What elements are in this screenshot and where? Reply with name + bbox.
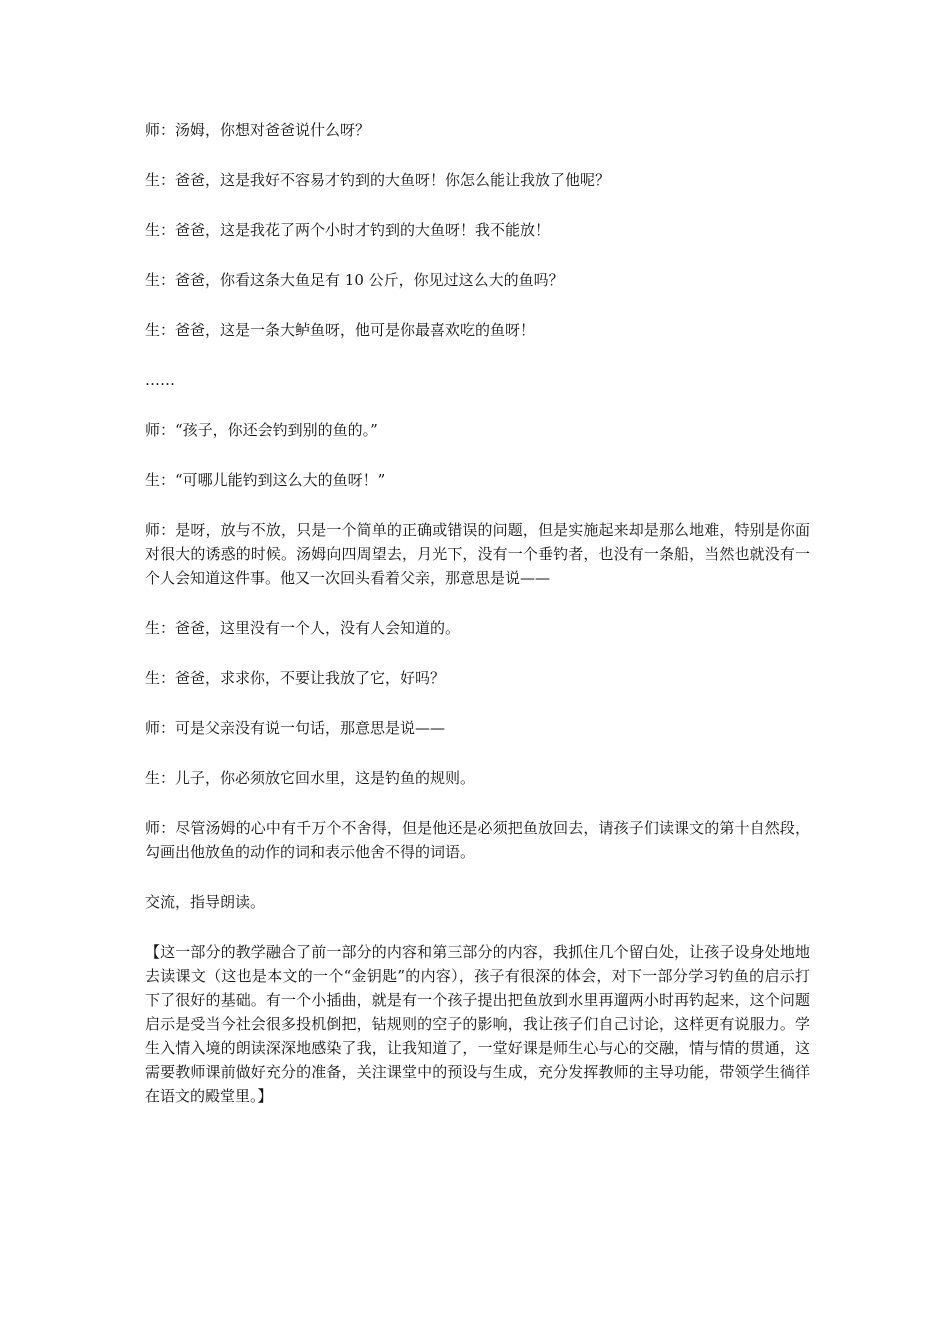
document-page [145,118,810,1134]
paragraph-student-reply-7: 生：儿子，你必须放它回水里，这是钓鱼的规则。 [145,769,476,787]
paragraph-exchange: 交流，指导朗读。 [145,893,266,911]
paragraph-student-reply-4: 生：爸爸，这是一条大鲈鱼呀，他可是你最喜欢吃的鱼呀！ [145,321,536,339]
paragraph-student-reply-5: 生：爸爸，这里没有一个人，没有人会知道的。 [145,619,461,637]
paragraph-student-reply-3: 生：爸爸，你看这条大鱼足有 10 公斤，你见过这么大的鱼吗？ [145,271,564,289]
paragraph-teacher-quote: 师：“孩子，你还会钓到别的鱼的。” [145,421,378,439]
paragraph-student-reply-6: 生：爸爸，求求你，不要让我放了它，好吗？ [145,669,446,687]
paragraph-student-reply-1: 生：爸爸，这是我好不容易才钓到的大鱼呀！你怎么能让我放了他呢？ [145,171,611,189]
paragraph-ellipsis: …… [145,371,175,389]
paragraph-teacher-narration: 师：是呀，放与不放，只是一个简单的正确或错误的问题，但是实施起来却是那么地难，特别是你面对很大的诱惑的时候。汤姆向四周望去，月光下，没有一个垂钓者，也没有一条船，当然也就没有一个人会知道这件事。他又一次回头看着父亲，那意思是说—— [145,521,810,587]
paragraph-teacher-prompt: 师：可是父亲没有说一句话，那意思是说—— [145,719,446,737]
paragraph-teacher-instruction: 师：尽管汤姆的心中有千万个不舍得，但是他还是必须把鱼放回去，请孩子们读课文的第十自然段，勾画出他放鱼的动作的词和表示他舍不得的词语。 [145,819,810,861]
paragraph-student-quote: 生：“可哪儿能钓到这么大的鱼呀！” [145,471,386,489]
paragraph-teacher-question: 师：汤姆，你想对爸爸说什么呀？ [145,121,371,139]
paragraph-student-reply-2: 生：爸爸，这是我花了两个小时才钓到的大鱼呀！我不能放！ [145,221,551,239]
paragraph-reflection-note: 【这一部分的教学融合了前一部分的内容和第三部分的内容，我抓住几个留白处，让孩子设身处地地去读课文（这也是本文的一个“金钥匙”的内容），孩子有很深的体会，对下一部分学习钓鱼的启示打下了很好的基础。有一个小插曲，就是有一个孩子提出把鱼放到水里再遛两小时再钓起来，这个问题启示是受当今社会很多投机倒把，钻规则的空子的影响，我让孩子们自己讨论，这样更有说服力。学生入情入境的朗读深深地感染了我，让我知道了，一堂好课是师生心与心的交融，情与情的贯通，这需要教师课前做好充分的准备，关注课堂中的预设与生成，充分发挥教师的主导功能，带领学生徜徉在语文的殿堂里。】 [145,943,810,1105]
